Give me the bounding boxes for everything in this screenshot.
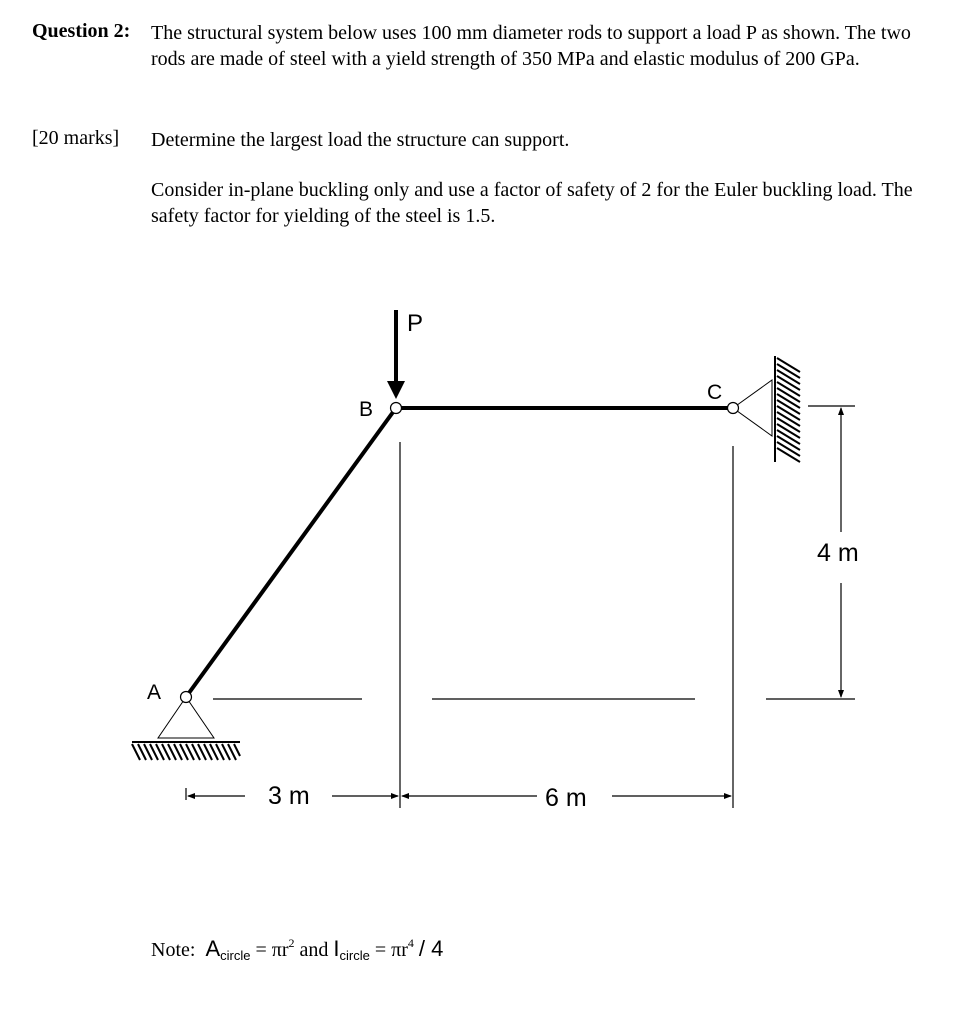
question-text: The structural system below uses 100 mm diameter rods to support a load P as shown. The two rods are made of steel with a yield strength of 350 MPa and elastic modulus of 200 GPa. — [151, 22, 911, 70]
dim-4m-label: 4 m — [817, 539, 859, 567]
note-formula — [151, 936, 443, 963]
inertia-subscript: circle — [339, 948, 370, 963]
question-label: Question 2: — [32, 20, 131, 42]
load-arrow — [387, 310, 405, 399]
inertia-formula: = πr — [374, 939, 408, 961]
load-label: P — [407, 310, 424, 337]
note-prefix: Note: — [151, 939, 196, 961]
dim-6m-label: 6 m — [545, 784, 587, 812]
area-subscript: circle — [220, 948, 251, 963]
area-exponent: 2 — [288, 936, 295, 950]
instructions-text: Consider in-plane buckling only and use a factor of safety of 2 for the Euler buckling load. The safety factor for yielding of the steel is 1.5. — [151, 179, 913, 227]
node-a-label: A — [147, 681, 162, 704]
and-text: and — [299, 939, 329, 961]
inertia-tail: / 4 — [418, 936, 444, 961]
joint-b — [391, 403, 402, 414]
node-c-label: C — [707, 381, 723, 404]
member-ab — [186, 408, 396, 697]
marks-label: [20 marks] — [32, 127, 120, 149]
dim-3m-label: 3 m — [268, 782, 310, 810]
pin-support-c — [728, 356, 801, 462]
inertia-exponent: 4 — [407, 936, 414, 950]
node-b-label: B — [359, 398, 374, 421]
area-formula: = πr — [255, 939, 289, 961]
inertia-symbol: I — [333, 936, 340, 961]
area-symbol: A — [205, 936, 221, 961]
task-text: Determine the largest load the structure can support. — [151, 129, 570, 151]
